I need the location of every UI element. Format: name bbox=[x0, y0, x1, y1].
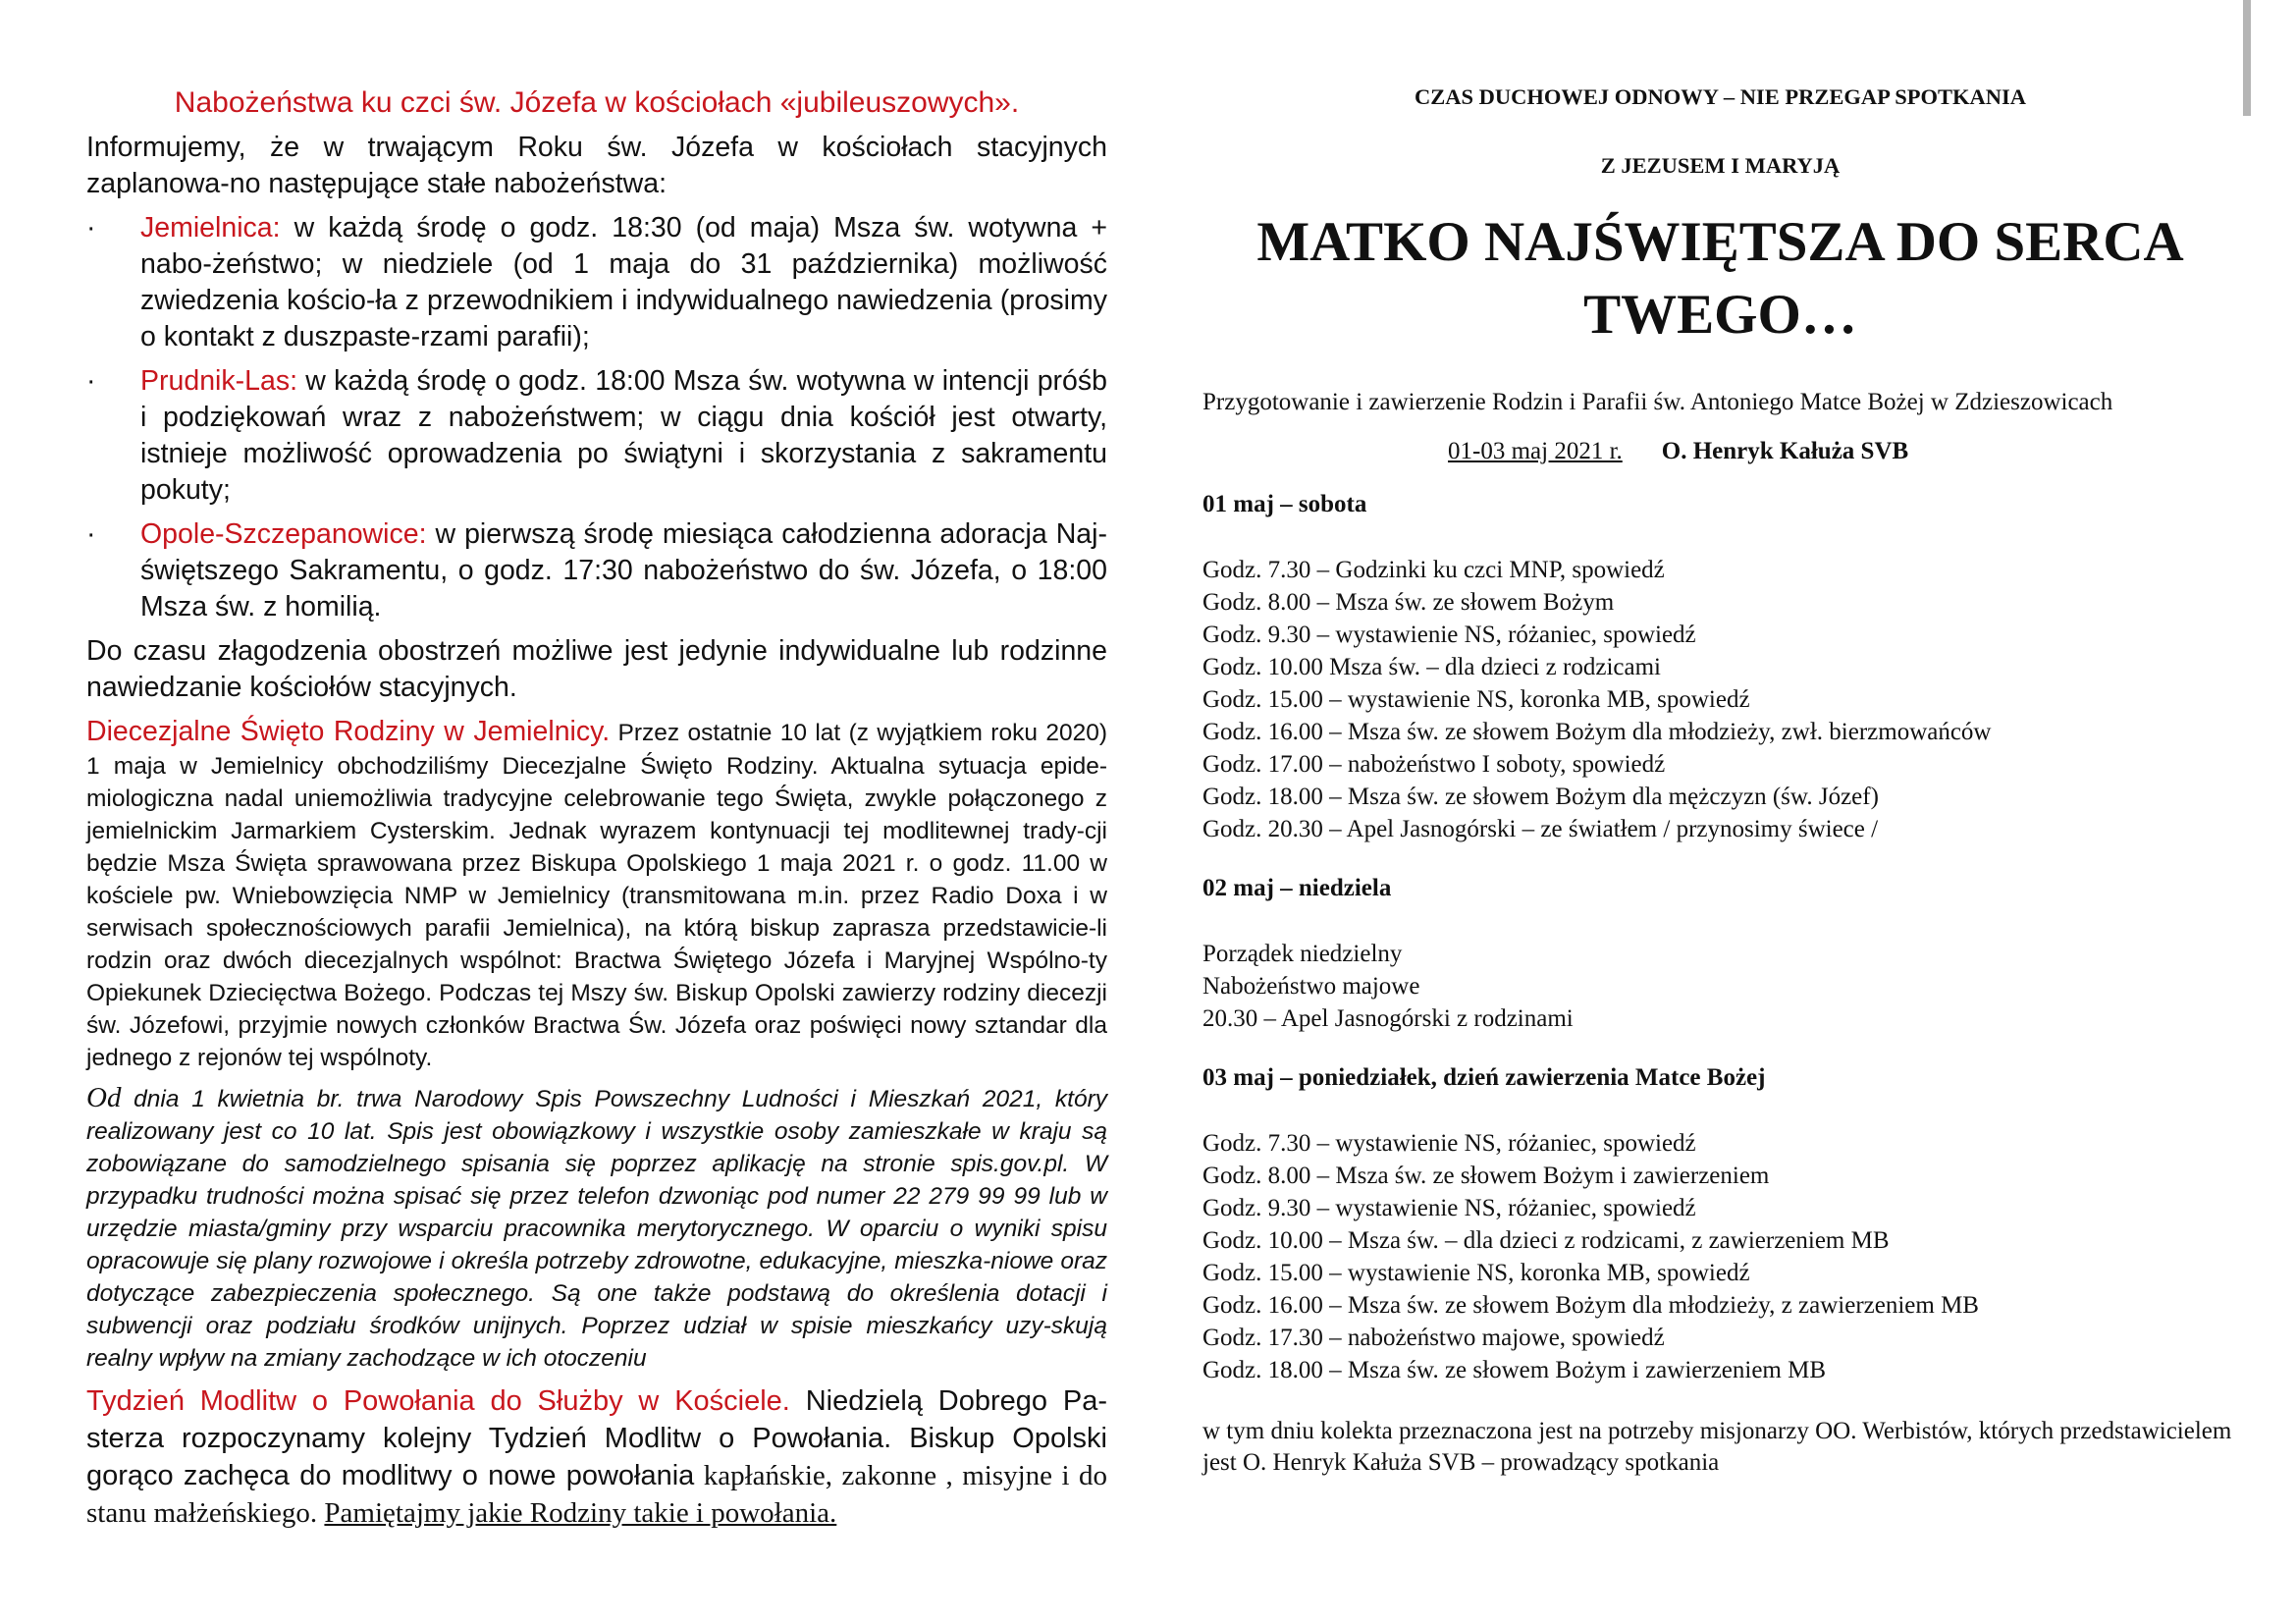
left-column bbox=[86, 81, 1107, 1532]
scrollbar-thumb[interactable] bbox=[2243, 0, 2251, 116]
bullet-text: w pierwszą środę miesiąca całodzienna adoracja Naj-świętszego Sakramentu, o godz. 17:30 nabożeństwo do św. Józefa, o 18:00 Msza św. z homilią. bbox=[140, 518, 1107, 623]
day2-schedule bbox=[1202, 938, 2238, 1035]
date-priest-line bbox=[1202, 438, 2238, 465]
bullet-text: w każdą środę o godz. 18:30 (od maja) Msza św. wotywna + nabo-żeństwo; w niedziele (od 1 maja do 31 października) możliwość zwiedzenia kościo-ła z przewodnikiem i indywidualnego nawiedzenia (prosimy o kontakt z duszpaste-rzami parafii); bbox=[140, 212, 1107, 352]
schedule-item: Porządek niedzielny bbox=[1202, 941, 1403, 967]
census-paragraph bbox=[86, 1082, 1107, 1375]
vocations-text: Niedzielą Dobrego Pa-sterza rozpoczynamy kolejny Tydzień Modlitw o Powołania. Biskup Opolski gorąco zachęca do modlitwy o nowe powołania bbox=[86, 1385, 1108, 1491]
priest-name: O. Henryk Kałuża SVB bbox=[1661, 438, 1909, 464]
family-day-text: Przez ostatnie 10 lat (z wyjątkiem roku 2020) 1 maja w Jemielnicy obchodziliśmy Diecezjalne Święto Rodziny. Aktualna sytuacja epide-miologiczna nadal uniemożliwia tradycyjne celebrowanie tego Święta, zwykle połączonego z jemielnickim Jarmarkiem Cysterskim. Jednak wyrazem kontynuacji tej modlitewnej trady-cji będzie Msza Święta sprawowana przez Biskupa Opolskiego 1 maja 2021 r. o godz. 11.00 w kościele pw. Wniebowzięcia NMP w Jemielnicy (transmitowana m.in. przez Radio Doxa i w serwisach społecznościowych parafii Jemielnica), na którą biskup zaprasza przedstawicie-li rodzin oraz dwóch diecezjalnych wspólnot: Bractwa Świętego Józefa i Maryjnej Wspólno-ty Opiekunek Dziecięctwa Bożego. Podczas tej Mszy św. Biskup Opolski zawierzy rodziny diecezji św. Józefowi, przyjmie nowych członków Bractwa Św. Józefa oraz poświęci nowy sztandar dla jednego z rejonów tej wspólnoty. bbox=[86, 720, 1107, 1071]
joseph-services-title: Nabożeństwa ku czci św. Józefa w kościołach «jubileuszowych». bbox=[174, 86, 1020, 119]
schedule-item: Godz. 16.00 – Msza św. ze słowem Bożym dla młodzieży, z zawierzeniem MB bbox=[1202, 1292, 1979, 1319]
subtitle: Przygotowanie i zawierzenie Rodzin i Parafii św. Antoniego Matce Bożej w Zdzieszowicach bbox=[1202, 389, 2113, 415]
vocations-serif-text: kapłańskie, zakonne , misyjne i do stanu małżeńskiego. bbox=[86, 1460, 1107, 1529]
day1-heading: 01 maj – sobota bbox=[1202, 491, 1367, 517]
schedule-item: Godz. 15.00 – wystawienie NS, koronka MB, spowiedź bbox=[1202, 686, 1750, 713]
bullet-marker: · bbox=[86, 518, 96, 550]
schedule-item: Godz. 9.30 – wystawienie NS, różaniec, spowiedź bbox=[1202, 622, 1696, 648]
event-date: 01-03 maj 2021 r. bbox=[1448, 438, 1623, 464]
schedule-item: Godz. 9.30 – wystawienie NS, różaniec, spowiedź bbox=[1202, 1195, 1696, 1221]
bullet-prudnik-las bbox=[86, 363, 1107, 509]
schedule-item: Godz. 7.30 – wystawienie NS, różaniec, spowiedź bbox=[1202, 1130, 1696, 1157]
schedule-item: Godz. 18.00 – Msza św. ze słowem Bożym i zawierzeniem MB bbox=[1202, 1357, 1827, 1383]
schedule-item: Godz. 17.00 – nabożeństwo I soboty, spowiedź bbox=[1202, 751, 1666, 778]
schedule-item: Godz. 10.00 – Msza św. – dla dzieci z rodzicami, z zawierzeniem MB bbox=[1202, 1227, 1890, 1254]
place-name: Prudnik-Las: bbox=[140, 365, 297, 397]
family-day-title: Diecezjalne Święto Rodziny w Jemielnicy. bbox=[86, 716, 611, 747]
census-od: Od bbox=[86, 1082, 122, 1113]
vocations-underlined: Pamiętajmy jakie Rodziny takie i powołania. bbox=[324, 1497, 837, 1529]
bullet-marker: · bbox=[86, 365, 96, 397]
schedule-item: Godz. 16.00 – Msza św. ze słowem Bożym dla młodzieży, zwł. bierzmowańców bbox=[1202, 719, 1992, 745]
schedule-item: Godz. 7.30 – Godzinki ku czci MNP, spowiedź bbox=[1202, 557, 1665, 583]
vocations-paragraph bbox=[86, 1382, 1107, 1532]
intro-paragraph: Informujemy, że w trwającym Roku św. Józefa w kościołach stacyjnych zaplanowa-no następujące stałe nabożeństwa: bbox=[86, 132, 1107, 199]
place-name: Jemielnica: bbox=[140, 212, 281, 244]
bullet-text: w każdą środę o godz. 18:00 Msza św. wotywna w intencji próśb i podziękowań wraz z nabożeństwem; w ciągu dnia kościół jest otwarty, istnieje możliwość oprowadzenia po świątyni i skorzystania z sakramentu pokuty; bbox=[140, 365, 1107, 506]
renewal-header: CZAS DUCHOWEJ ODNOWY – NIE PRZEGAP SPOTKANIA bbox=[1415, 84, 2026, 109]
right-column bbox=[1202, 81, 2238, 1479]
collection-note: w tym dniu kolekta przeznaczona jest na potrzeby misjonarzy OO. Werbistów, których przedstawicielem jest O. Henryk Kałuża SVB – prowadzący spotkania bbox=[1202, 1418, 2232, 1476]
bullet-opole-szczepanowice bbox=[86, 516, 1107, 625]
bullet-marker: · bbox=[86, 212, 96, 244]
restriction-paragraph: Do czasu złagodzenia obostrzeń możliwe jest jedynie indywidualne lub rodzinne nawiedzanie kościołów stacyjnych. bbox=[86, 635, 1107, 703]
schedule-item: 20.30 – Apel Jasnogórski z rodzinami bbox=[1202, 1005, 1574, 1032]
place-name: Opole-Szczepanowice: bbox=[140, 518, 427, 550]
vocations-title: Tydzień Modlitw o Powołania do Służby w Kościele. bbox=[86, 1385, 790, 1417]
bullet-jemielnica bbox=[86, 210, 1107, 355]
schedule-item: Nabożeństwo majowe bbox=[1202, 973, 1420, 1000]
family-day-paragraph bbox=[86, 714, 1107, 1074]
day2-heading: 02 maj – niedziela bbox=[1202, 875, 1392, 901]
schedule-item: Godz. 15.00 – wystawienie NS, koronka MB, spowiedź bbox=[1202, 1260, 1750, 1286]
jesus-mary-header: Z JEZUSEM I MARYJĄ bbox=[1600, 153, 1841, 178]
day3-schedule bbox=[1202, 1127, 2238, 1386]
day1-schedule bbox=[1202, 554, 2238, 845]
main-title: MATKO NAJŚWIĘTSZA DO SERCA TWEGO… bbox=[1256, 211, 2184, 346]
schedule-item: Godz. 18.00 – Msza św. ze słowem Bożym dla mężczyzn (św. Józef) bbox=[1202, 784, 1879, 810]
schedule-item: Godz. 20.30 – Apel Jasnogórski – ze światłem / przynosimy świece / bbox=[1202, 816, 1879, 842]
schedule-item: Godz. 8.00 – Msza św. ze słowem Bożym bbox=[1202, 589, 1615, 616]
census-text: dnia 1 kwietnia br. trwa Narodowy Spis Powszechny Ludności i Mieszkań 2021, który realizowany jest co 10 lat. Spis jest obowiązkowy i wszystkie osoby zamieszkałe w kraju są zobowiązane do samodzielnego spisania się poprzez aplikację na stronie spis.gov.pl. W przypadku trudności można spisać się przez telefon dzwoniąc pod numer 22 279 99 99 lub w urzędzie miasta/gminy przy wsparciu pracownika merytorycznego. W oparciu o wyniki spisu opracowuje się plany rozwojowe i określa potrzeby zdrowotne, edukacyjne, mieszka-niowe oraz dotyczące zabezpieczenia społecznego. Są one także podstawą do określenia dotacji i subwencji oraz podziału środków unijnych. Poprzez udział w spisie mieszkańcy uzy-skują realny wpływ na zmiany zachodzące w ich otoczeniu bbox=[86, 1086, 1107, 1372]
schedule-item: Godz. 8.00 – Msza św. ze słowem Bożym i zawierzeniem bbox=[1202, 1163, 1770, 1189]
schedule-item: Godz. 17.30 – nabożeństwo majowe, spowiedź bbox=[1202, 1325, 1665, 1351]
day3-heading: 03 maj – poniedziałek, dzień zawierzenia Matce Bożej bbox=[1202, 1064, 1766, 1091]
schedule-item: Godz. 10.00 Msza św. – dla dzieci z rodzicami bbox=[1202, 654, 1661, 680]
